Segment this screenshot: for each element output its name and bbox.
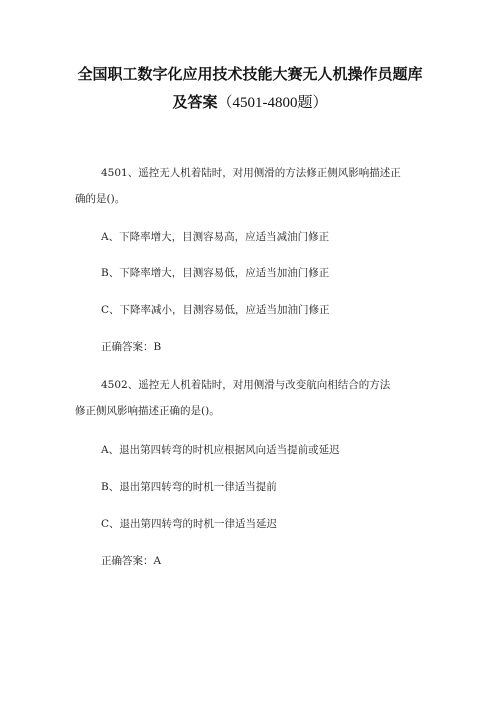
question-4501-stem-line2: 确的是()。	[75, 193, 126, 205]
question-4502-stem-line1: 4502、遥控无人机着陆时，对用侧滑与改变航向相结合的方法	[101, 379, 391, 391]
question-4501-answer: 正确答案：B	[101, 341, 162, 353]
question-4501-option-c: C、下降率减小，目测容易低，应适当加油门修正	[101, 304, 330, 316]
question-4501-option-b: B、下降率增大，目测容易低，应适当加油门修正	[101, 267, 330, 279]
title-prefix: 及答案	[172, 93, 218, 111]
document-title-line2	[60, 93, 440, 112]
question-4501-option-a: A、下降率增大，目测容易高，应适当减油门修正	[101, 231, 330, 243]
title-range: （4501-4800题）	[217, 95, 328, 111]
question-4501-stem-line1: 4501、遥控无人机着陆时，对用侧滑的方法修正侧风影响描述正	[101, 167, 401, 179]
question-4502-stem-line2: 修正侧风影响描述正确的是()。	[75, 405, 220, 417]
question-4502-option-c: C、退出第四转弯的时机一律适当延迟	[101, 518, 278, 530]
question-4502-option-a: A、退出第四转弯的时机应根据风向适当提前或延迟	[101, 444, 340, 456]
document-title-line1: 全国职工数字化应用技术技能大赛无人机操作员题库	[77, 65, 423, 83]
question-4502-answer: 正确答案：A	[101, 555, 162, 567]
question-4502-option-b: B、退出第四转弯的时机一律适当提前	[101, 481, 277, 493]
